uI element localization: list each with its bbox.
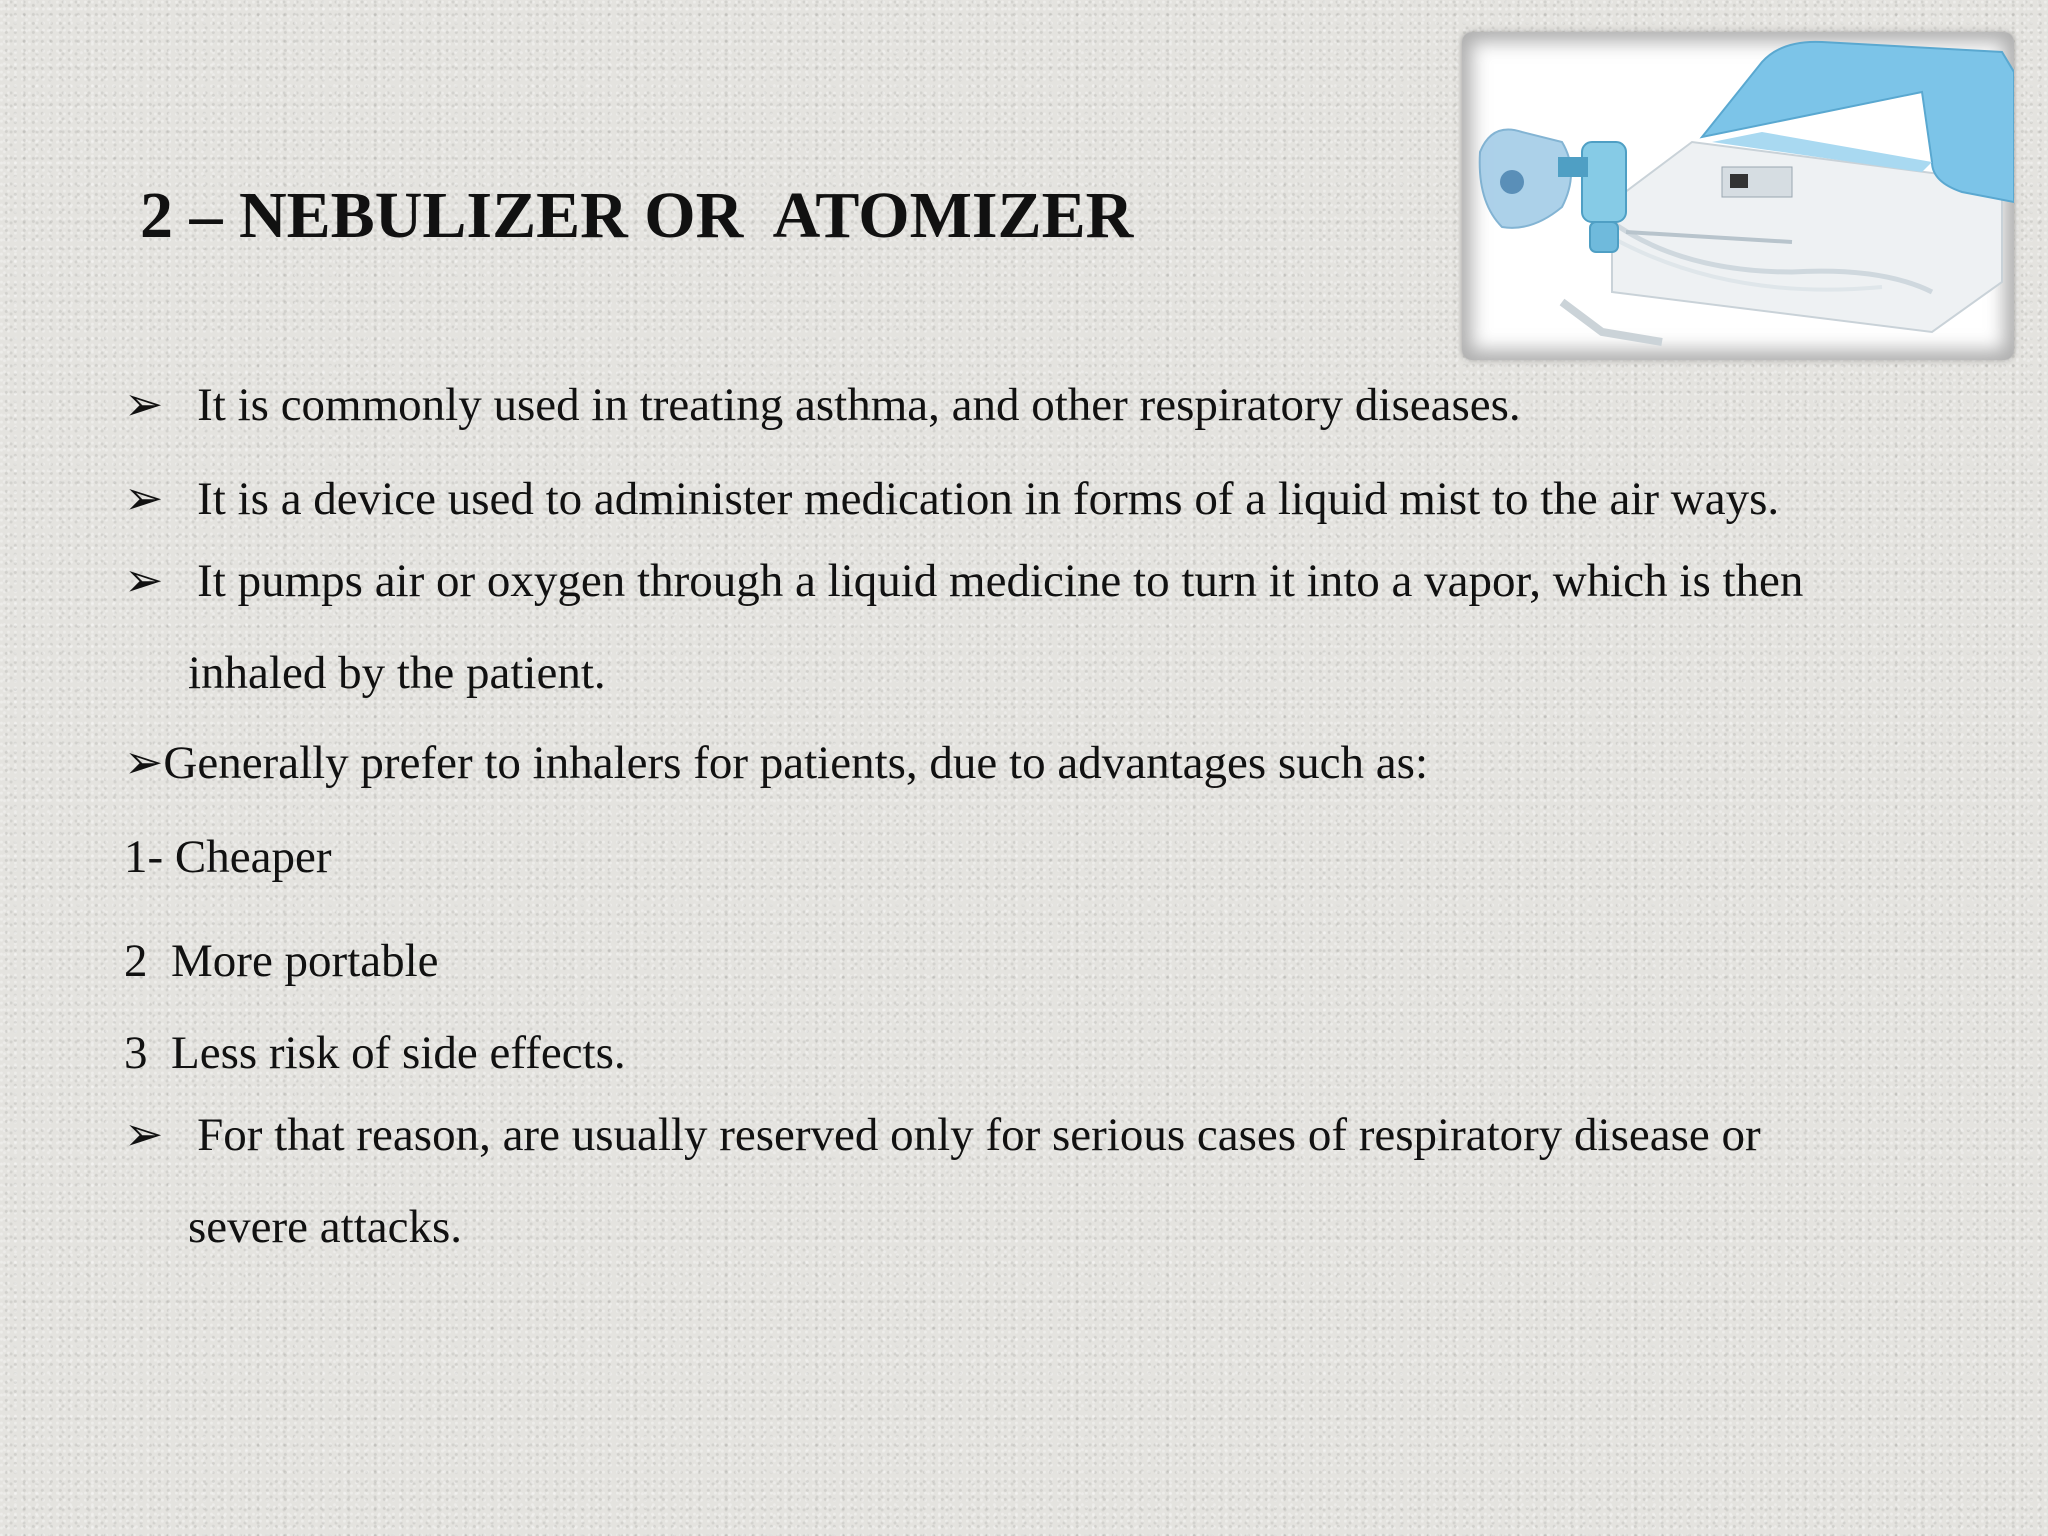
slide-title: 2 – NEBULIZER OR ATOMIZER <box>140 179 1134 252</box>
arrow-bullet-icon: ➢ <box>124 473 164 525</box>
bullet-4-text: Generally prefer to inhalers for patients, due to advantages such as: <box>163 737 1429 789</box>
bullet-5-text: For that reason, are usually reserved only for serious cases of respiratory disease or <box>197 1109 1761 1161</box>
arrow-bullet-icon: ➢ <box>124 555 164 607</box>
arrow-bullet-icon: ➢ <box>124 379 164 431</box>
bullet-3-text: It pumps air or oxygen through a liquid medicine to turn it into a vapor, which is then <box>197 555 1804 607</box>
advantage-1: 1- Cheaper <box>124 831 332 883</box>
bullet-5-continuation: severe attacks. <box>188 1201 463 1253</box>
bullet-3 <box>124 555 1804 607</box>
bullet-5 <box>124 1109 1761 1161</box>
bullet-2 <box>124 473 1780 525</box>
arrow-bullet-icon: ➢ <box>124 1109 164 1161</box>
bullet-1 <box>124 379 1521 431</box>
bullet-4 <box>124 737 1429 789</box>
advantage-3: 3 Less risk of side effects. <box>124 1027 626 1079</box>
bullet-1-text: It is commonly used in treating asthma, and other respiratory diseases. <box>197 379 1521 431</box>
nebulizer-illustration <box>1462 32 2014 360</box>
advantage-2: 2 More portable <box>124 935 439 987</box>
nebulizer-image <box>1462 32 2014 360</box>
bullet-2-text: It is a device used to administer medication in forms of a liquid mist to the air ways. <box>197 473 1780 525</box>
bullet-3-continuation: inhaled by the patient. <box>188 647 606 699</box>
arrow-bullet-icon: ➢ <box>124 737 164 789</box>
